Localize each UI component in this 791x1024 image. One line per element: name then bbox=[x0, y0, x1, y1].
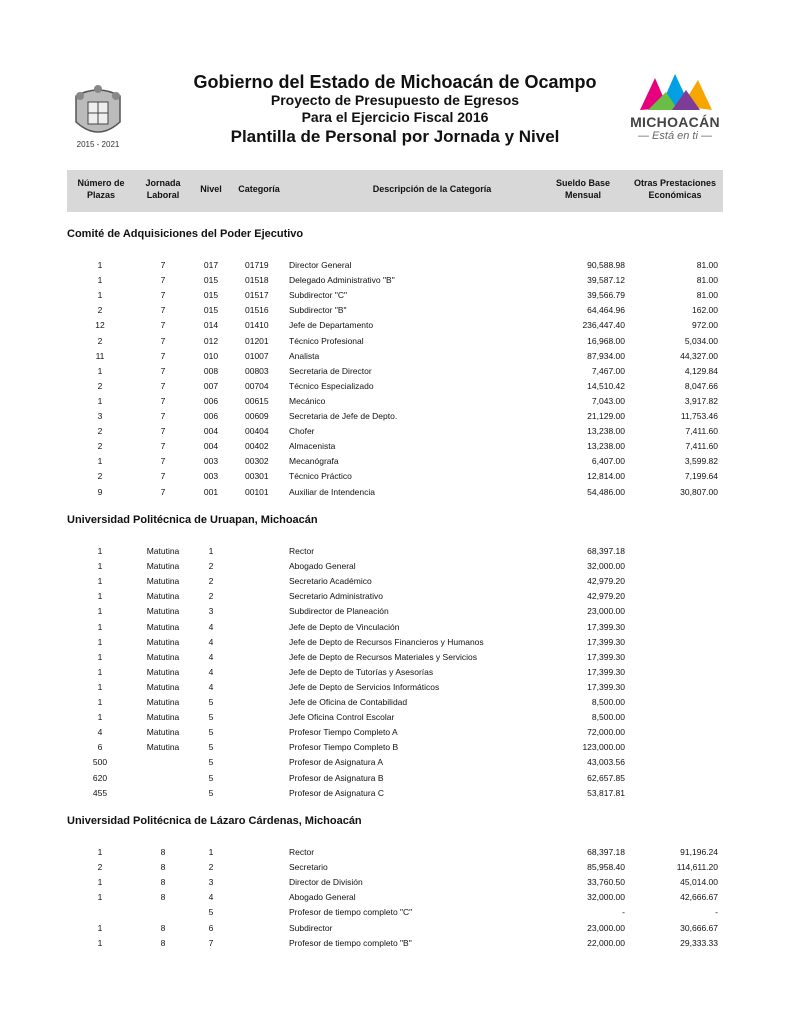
cell-descripcion: Secretario Administrativo bbox=[289, 591, 384, 602]
cell-descripcion: Profesor de Asignatura B bbox=[289, 772, 384, 783]
cell-descripcion: Jefe de Depto de Recursos Financieros y Humanos bbox=[289, 636, 484, 647]
cell-plazas: 2 bbox=[97, 335, 103, 346]
cell-plazas: 1 bbox=[97, 892, 103, 903]
cell-jornada: Matutina bbox=[146, 636, 180, 647]
cell-nivel: 010 bbox=[203, 350, 219, 361]
cell-nivel: 004 bbox=[203, 426, 219, 437]
cell-sueldo: 62,657.85 bbox=[587, 772, 625, 783]
cell-nivel: 008 bbox=[203, 365, 219, 376]
cell-descripcion: Profesor de Asignatura A bbox=[289, 757, 384, 768]
cell-nivel: 4 bbox=[208, 892, 214, 903]
cell-nivel: 2 bbox=[208, 862, 214, 873]
cell-sueldo: 8,500.00 bbox=[591, 697, 625, 707]
cell-plazas: 1 bbox=[97, 877, 103, 888]
seal-years: 2015 - 2021 bbox=[76, 140, 120, 149]
cell-sueldo: 39,566.79 bbox=[587, 290, 625, 301]
cell-sueldo: 32,000.00 bbox=[587, 892, 625, 903]
cell-sueldo: 6,407.00 bbox=[591, 456, 625, 467]
cell-nivel: 3 bbox=[208, 877, 214, 888]
cell-descripcion: Auxiliar de Intendencia bbox=[289, 486, 376, 497]
table-row bbox=[67, 426, 723, 441]
cell-sueldo: 17,399.30 bbox=[587, 681, 625, 692]
cell-jornada: Matutina bbox=[146, 561, 180, 572]
cell-descripcion: Secretario bbox=[289, 862, 328, 873]
cell-otras: 81.00 bbox=[696, 290, 718, 301]
cell-categoria: 01517 bbox=[245, 290, 269, 301]
cell-plazas: 1 bbox=[97, 697, 103, 707]
table-row bbox=[67, 591, 723, 606]
cell-descripcion: Jefe Oficina Control Escolar bbox=[289, 712, 395, 723]
cell-descripcion: Subdirector "B" bbox=[289, 305, 347, 316]
cell-sueldo: 7,467.00 bbox=[591, 365, 625, 376]
cell-sueldo: 85,958.40 bbox=[587, 862, 625, 873]
cell-otras: 114,611.20 bbox=[676, 862, 718, 873]
cell-categoria: 00404 bbox=[245, 426, 269, 437]
cell-sueldo: 53,817.81 bbox=[587, 787, 625, 798]
cell-nivel: 2 bbox=[208, 591, 214, 602]
col-header-plazas: Número de Plazas bbox=[77, 178, 125, 200]
cell-descripcion: Jefe de Depto de Recursos Materiales y Servicios bbox=[289, 651, 478, 662]
cell-jornada: Matutina bbox=[146, 621, 180, 632]
cell-nivel: 003 bbox=[203, 471, 219, 482]
cell-sueldo: 21,129.00 bbox=[587, 411, 625, 421]
table-row bbox=[67, 456, 723, 471]
cell-nivel: 5 bbox=[208, 787, 214, 798]
cell-plazas: 500 bbox=[92, 757, 108, 768]
cell-nivel: 006 bbox=[203, 411, 219, 421]
cell-jornada: 8 bbox=[160, 877, 166, 888]
cell-plazas: 2 bbox=[97, 426, 103, 437]
cell-nivel: 7 bbox=[208, 937, 214, 948]
cell-nivel: 5 bbox=[208, 757, 214, 768]
cell-sueldo: 13,238.00 bbox=[587, 441, 625, 452]
cell-jornada: 7 bbox=[160, 320, 166, 331]
cell-sueldo: 33,760.50 bbox=[587, 877, 625, 888]
cell-descripcion: Jefe de Depto de Vinculación bbox=[289, 621, 400, 632]
cell-descripcion: Secretaria de Director bbox=[289, 365, 372, 376]
cell-plazas: 1 bbox=[97, 847, 103, 857]
cell-sueldo: 17,399.30 bbox=[587, 666, 625, 677]
table-row bbox=[67, 320, 723, 335]
table-row bbox=[67, 381, 723, 396]
table-row bbox=[67, 847, 723, 862]
cell-sueldo: 23,000.00 bbox=[587, 606, 625, 617]
cell-plazas: 11 bbox=[95, 350, 105, 361]
cell-otras: 7,199.64 bbox=[684, 471, 718, 482]
cell-jornada: 7 bbox=[160, 395, 166, 406]
table-row bbox=[67, 862, 723, 877]
cell-plazas: 1 bbox=[97, 922, 103, 933]
cell-jornada: 7 bbox=[160, 260, 166, 270]
cell-nivel: 5 bbox=[208, 772, 214, 783]
cell-nivel: 4 bbox=[208, 636, 214, 647]
cell-plazas: 455 bbox=[92, 787, 108, 798]
cell-nivel: 1 bbox=[208, 546, 214, 556]
table-row bbox=[67, 487, 723, 502]
cell-nivel: 014 bbox=[203, 320, 219, 331]
cell-otras: 30,666.67 bbox=[680, 922, 718, 933]
cell-descripcion: Técnico Profesional bbox=[289, 335, 364, 346]
cell-plazas: 1 bbox=[97, 606, 103, 617]
cell-jornada: Matutina bbox=[146, 546, 180, 556]
cell-jornada: Matutina bbox=[146, 651, 180, 662]
cell-jornada: Matutina bbox=[146, 727, 180, 738]
cell-otras: 81.00 bbox=[696, 275, 718, 286]
page-subtitle-1: Proyecto de Presupuesto de Egresos bbox=[270, 92, 520, 108]
cell-nivel: 2 bbox=[208, 576, 214, 587]
cell-plazas: 1 bbox=[97, 546, 103, 556]
cell-categoria: 00402 bbox=[245, 441, 269, 452]
cell-plazas: 1 bbox=[97, 681, 103, 692]
table-row bbox=[67, 682, 723, 697]
cell-plazas: 12 bbox=[95, 320, 105, 331]
cell-plazas: 1 bbox=[97, 365, 103, 376]
cell-nivel: 4 bbox=[208, 651, 214, 662]
cell-nivel: 015 bbox=[203, 290, 219, 301]
table-row bbox=[67, 441, 723, 456]
cell-sueldo: 90,588.98 bbox=[587, 260, 625, 270]
cell-otras: 8,047.66 bbox=[684, 380, 718, 391]
cell-jornada: 8 bbox=[160, 937, 166, 948]
logo-tagline: — Está en ti — bbox=[638, 130, 712, 142]
cell-sueldo: 54,486.00 bbox=[587, 486, 625, 497]
table-row bbox=[67, 712, 723, 727]
cell-plazas: 4 bbox=[97, 727, 103, 738]
cell-otras: 29,333.33 bbox=[680, 937, 718, 948]
table-row bbox=[67, 260, 723, 275]
cell-descripcion: Mecanógrafa bbox=[289, 456, 339, 467]
table-row bbox=[67, 742, 723, 757]
cell-sueldo: 87,934.00 bbox=[587, 350, 625, 361]
cell-descripcion: Abogado General bbox=[289, 892, 356, 903]
cell-plazas: 6 bbox=[97, 742, 103, 753]
cell-jornada: 7 bbox=[160, 426, 166, 437]
cell-jornada: 7 bbox=[160, 305, 166, 316]
cell-sueldo: - bbox=[622, 907, 625, 918]
cell-sueldo: 14,510.42 bbox=[587, 380, 625, 391]
cell-jornada: 8 bbox=[160, 892, 166, 903]
cell-jornada: 8 bbox=[160, 862, 166, 873]
cell-sueldo: 7,043.00 bbox=[591, 395, 625, 406]
cell-categoria: 00704 bbox=[245, 380, 269, 391]
table-row bbox=[67, 877, 723, 892]
cell-sueldo: 39,587.12 bbox=[587, 275, 625, 286]
cell-otras: 30,807.00 bbox=[680, 486, 718, 497]
cell-descripcion: Director de División bbox=[289, 877, 363, 888]
table-row bbox=[67, 275, 723, 290]
page-title: Gobierno del Estado de Michoacán de Ocampo bbox=[193, 72, 597, 92]
cell-jornada: 7 bbox=[160, 350, 166, 361]
cell-nivel: 4 bbox=[208, 681, 214, 692]
cell-descripcion: Chofer bbox=[289, 426, 315, 437]
cell-plazas: 2 bbox=[97, 441, 103, 452]
cell-categoria: 00302 bbox=[245, 456, 269, 467]
cell-sueldo: 17,399.30 bbox=[587, 636, 625, 647]
table-row bbox=[67, 622, 723, 637]
table-row bbox=[67, 366, 723, 381]
cell-nivel: 5 bbox=[208, 712, 214, 723]
cell-descripcion: Abogado General bbox=[289, 561, 356, 572]
title-block bbox=[170, 72, 620, 147]
table-row bbox=[67, 907, 723, 922]
table-row bbox=[67, 546, 723, 561]
cell-plazas: 1 bbox=[97, 636, 103, 647]
cell-otras: 42,666.67 bbox=[680, 892, 718, 903]
table-row bbox=[67, 788, 723, 803]
cell-sueldo: 12,814.00 bbox=[587, 471, 625, 482]
cell-otras: - bbox=[715, 907, 718, 918]
table-row bbox=[67, 637, 723, 652]
cell-sueldo: 16,968.00 bbox=[587, 335, 625, 346]
col-header-sueldo: Sueldo Base Mensual bbox=[555, 178, 611, 200]
cell-sueldo: 236,447.40 bbox=[582, 320, 625, 331]
cell-otras: 11,753.46 bbox=[680, 411, 718, 421]
cell-nivel: 6 bbox=[208, 922, 214, 933]
cell-otras: 5,034.00 bbox=[684, 335, 718, 346]
cell-jornada: 7 bbox=[160, 275, 166, 286]
cell-nivel: 015 bbox=[203, 305, 219, 316]
cell-nivel: 5 bbox=[208, 742, 214, 753]
cell-otras: 162.00 bbox=[692, 305, 718, 316]
cell-nivel: 1 bbox=[208, 847, 214, 857]
cell-descripcion: Analista bbox=[289, 350, 320, 361]
cell-descripcion: Rector bbox=[289, 847, 315, 857]
section-title: Universidad Politécnica de Uruapan, Michoacán bbox=[67, 514, 318, 526]
cell-descripcion: Técnico Práctico bbox=[289, 471, 352, 482]
cell-sueldo: 42,979.20 bbox=[587, 591, 625, 602]
cell-categoria: 00609 bbox=[245, 411, 269, 421]
table-row bbox=[67, 411, 723, 426]
col-header-otras: Otras Prestaciones Económicas bbox=[633, 178, 717, 200]
cell-nivel: 4 bbox=[208, 621, 214, 632]
cell-nivel: 007 bbox=[203, 380, 219, 391]
cell-nivel: 3 bbox=[208, 606, 214, 617]
cell-plazas: 1 bbox=[97, 456, 103, 467]
cell-descripcion: Profesor Tiempo Completo B bbox=[289, 742, 399, 753]
table-header bbox=[67, 170, 723, 212]
page-subtitle-3: Plantilla de Personal por Jornada y Nivel bbox=[230, 127, 560, 146]
cell-otras: 91,196.24 bbox=[680, 847, 718, 857]
cell-sueldo: 43,003.56 bbox=[587, 757, 625, 768]
cell-jornada: Matutina bbox=[146, 742, 180, 753]
col-header-descripcion: Descripción de la Categoría bbox=[372, 184, 492, 194]
cell-nivel: 5 bbox=[208, 697, 214, 707]
cell-descripcion: Director General bbox=[289, 260, 352, 270]
cell-nivel: 5 bbox=[208, 907, 214, 918]
cell-jornada: Matutina bbox=[146, 697, 180, 707]
cell-sueldo: 17,399.30 bbox=[587, 621, 625, 632]
cell-nivel: 001 bbox=[203, 486, 219, 497]
cell-jornada: Matutina bbox=[146, 606, 180, 617]
col-header-nivel: Nivel bbox=[200, 184, 222, 194]
table-row bbox=[67, 938, 723, 953]
cell-plazas: 2 bbox=[97, 471, 103, 482]
cell-jornada: Matutina bbox=[146, 591, 180, 602]
cell-descripcion: Jefe de Depto de Tutorías y Asesorías bbox=[289, 666, 434, 677]
cell-jornada: Matutina bbox=[146, 576, 180, 587]
cell-jornada: 7 bbox=[160, 486, 166, 497]
cell-jornada: 7 bbox=[160, 335, 166, 346]
cell-categoria: 01518 bbox=[245, 275, 269, 286]
cell-sueldo: 68,397.18 bbox=[587, 546, 625, 556]
cell-descripcion: Secretaria de Jefe de Depto. bbox=[289, 411, 398, 421]
table-row bbox=[67, 773, 723, 788]
cell-descripcion: Técnico Especializado bbox=[289, 380, 374, 391]
cell-descripcion: Subdirector de Planeación bbox=[289, 606, 389, 617]
cell-nivel: 2 bbox=[208, 561, 214, 572]
cell-categoria: 01007 bbox=[245, 350, 269, 361]
cell-otras: 44,327.00 bbox=[680, 350, 718, 361]
table-row bbox=[67, 892, 723, 907]
cell-sueldo: 123,000.00 bbox=[582, 742, 625, 753]
cell-otras: 3,917.82 bbox=[684, 395, 718, 406]
cell-jornada: 7 bbox=[160, 441, 166, 452]
cell-plazas: 620 bbox=[92, 772, 108, 783]
table-row bbox=[67, 923, 723, 938]
cell-nivel: 006 bbox=[203, 395, 219, 406]
cell-plazas: 1 bbox=[97, 712, 103, 723]
table-row bbox=[67, 727, 723, 742]
table-row bbox=[67, 606, 723, 621]
cell-categoria: 01719 bbox=[245, 260, 269, 270]
cell-jornada: Matutina bbox=[146, 712, 180, 723]
table-row bbox=[67, 396, 723, 411]
cell-descripcion: Subdirector "C" bbox=[289, 290, 348, 301]
cell-plazas: 1 bbox=[97, 621, 103, 632]
cell-categoria: 01201 bbox=[245, 335, 269, 346]
cell-descripcion: Delegado Administrativo "B" bbox=[289, 275, 395, 286]
page-subtitle-2: Para el Ejercicio Fiscal 2016 bbox=[301, 109, 489, 125]
cell-sueldo: 17,399.30 bbox=[587, 651, 625, 662]
cell-descripcion: Subdirector bbox=[289, 922, 333, 933]
cell-otras: 3,599.82 bbox=[684, 456, 718, 467]
cell-jornada: 8 bbox=[160, 922, 166, 933]
section-title: Universidad Politécnica de Lázaro Cárdenas, Michoacán bbox=[67, 815, 362, 827]
cell-plazas: 1 bbox=[97, 666, 103, 677]
cell-categoria: 01516 bbox=[245, 305, 269, 316]
logo-name: MICHOACÁN bbox=[630, 114, 720, 130]
cell-descripcion: Almacenista bbox=[289, 441, 336, 452]
cell-sueldo: 32,000.00 bbox=[587, 561, 625, 572]
cell-otras: 45,014.00 bbox=[680, 877, 718, 888]
cell-sueldo: 68,397.18 bbox=[587, 847, 625, 857]
cell-otras: 81.00 bbox=[696, 260, 718, 270]
cell-sueldo: 22,000.00 bbox=[587, 937, 625, 948]
cell-descripcion: Mecánico bbox=[289, 395, 326, 406]
cell-descripcion: Profesor de tiempo completo "C" bbox=[289, 907, 413, 918]
cell-jornada: 7 bbox=[160, 290, 166, 301]
table-row bbox=[67, 697, 723, 712]
cell-plazas: 2 bbox=[97, 305, 103, 316]
cell-jornada: 7 bbox=[160, 365, 166, 376]
page-header bbox=[0, 70, 791, 160]
table-row bbox=[67, 667, 723, 682]
table-row bbox=[67, 757, 723, 772]
cell-plazas: 1 bbox=[97, 576, 103, 587]
cell-otras: 972.00 bbox=[692, 320, 718, 331]
cell-descripcion: Rector bbox=[289, 546, 315, 556]
cell-descripcion: Jefe de Depto de Servicios Informáticos bbox=[289, 681, 440, 692]
cell-plazas: 1 bbox=[97, 561, 103, 572]
cell-sueldo: 23,000.00 bbox=[587, 922, 625, 933]
cell-plazas: 1 bbox=[97, 591, 103, 602]
cell-sueldo: 42,979.20 bbox=[587, 576, 625, 587]
table-row bbox=[67, 351, 723, 366]
cell-sueldo: 8,500.00 bbox=[591, 712, 625, 723]
cell-jornada: 7 bbox=[160, 456, 166, 467]
cell-sueldo: 13,238.00 bbox=[587, 426, 625, 437]
section-title: Comité de Adquisiciones del Poder Ejecutivo bbox=[67, 228, 304, 240]
cell-jornada: Matutina bbox=[146, 666, 180, 677]
cell-plazas: 1 bbox=[97, 395, 103, 406]
cell-nivel: 017 bbox=[203, 260, 219, 270]
cell-nivel: 4 bbox=[208, 666, 214, 677]
cell-plazas: 1 bbox=[97, 275, 103, 286]
cell-plazas: 1 bbox=[97, 290, 103, 301]
col-header-categoria: Categoría bbox=[238, 184, 280, 194]
cell-categoria: 00101 bbox=[245, 486, 269, 497]
cell-descripcion: Profesor de Asignatura C bbox=[289, 787, 384, 798]
cell-categoria: 00615 bbox=[245, 395, 269, 406]
table-row bbox=[67, 471, 723, 486]
table-row bbox=[67, 290, 723, 305]
cell-nivel: 003 bbox=[203, 456, 219, 467]
cell-descripcion: Secretario Académico bbox=[289, 576, 372, 587]
cell-sueldo: 64,464.96 bbox=[587, 305, 625, 316]
cell-categoria: 00803 bbox=[245, 365, 269, 376]
table-row bbox=[67, 336, 723, 351]
cell-otras: 7,411.60 bbox=[685, 441, 718, 452]
cell-otras: 4,129.84 bbox=[684, 365, 718, 376]
cell-nivel: 004 bbox=[203, 441, 219, 452]
cell-otras: 7,411.60 bbox=[685, 426, 718, 437]
cell-jornada: 7 bbox=[160, 380, 166, 391]
cell-nivel: 012 bbox=[203, 335, 219, 346]
cell-plazas: 2 bbox=[97, 862, 103, 873]
cell-jornada: 7 bbox=[160, 471, 166, 482]
table-row bbox=[67, 652, 723, 667]
cell-plazas: 1 bbox=[97, 651, 103, 662]
cell-jornada: 8 bbox=[160, 847, 166, 857]
cell-nivel: 5 bbox=[208, 727, 214, 738]
cell-jornada: Matutina bbox=[146, 681, 180, 692]
cell-categoria: 00301 bbox=[245, 471, 269, 482]
cell-descripcion: Jefe de Oficina de Contabilidad bbox=[289, 697, 408, 707]
cell-plazas: 3 bbox=[97, 411, 103, 421]
col-header-jornada: Jornada Laboral bbox=[145, 178, 181, 200]
cell-plazas: 1 bbox=[97, 260, 103, 270]
cell-jornada: 7 bbox=[160, 411, 166, 421]
cell-plazas: 9 bbox=[97, 486, 103, 497]
cell-plazas: 2 bbox=[97, 380, 103, 391]
cell-descripcion: Jefe de Departamento bbox=[289, 320, 374, 331]
table-row bbox=[67, 561, 723, 576]
cell-sueldo: 72,000.00 bbox=[587, 727, 625, 738]
cell-plazas: 1 bbox=[97, 937, 103, 948]
table-row bbox=[67, 305, 723, 320]
cell-categoria: 01410 bbox=[245, 320, 269, 331]
cell-descripcion: Profesor de tiempo completo "B" bbox=[289, 937, 412, 948]
table-row bbox=[67, 576, 723, 591]
cell-nivel: 015 bbox=[203, 275, 219, 286]
cell-descripcion: Profesor Tiempo Completo A bbox=[289, 727, 398, 738]
